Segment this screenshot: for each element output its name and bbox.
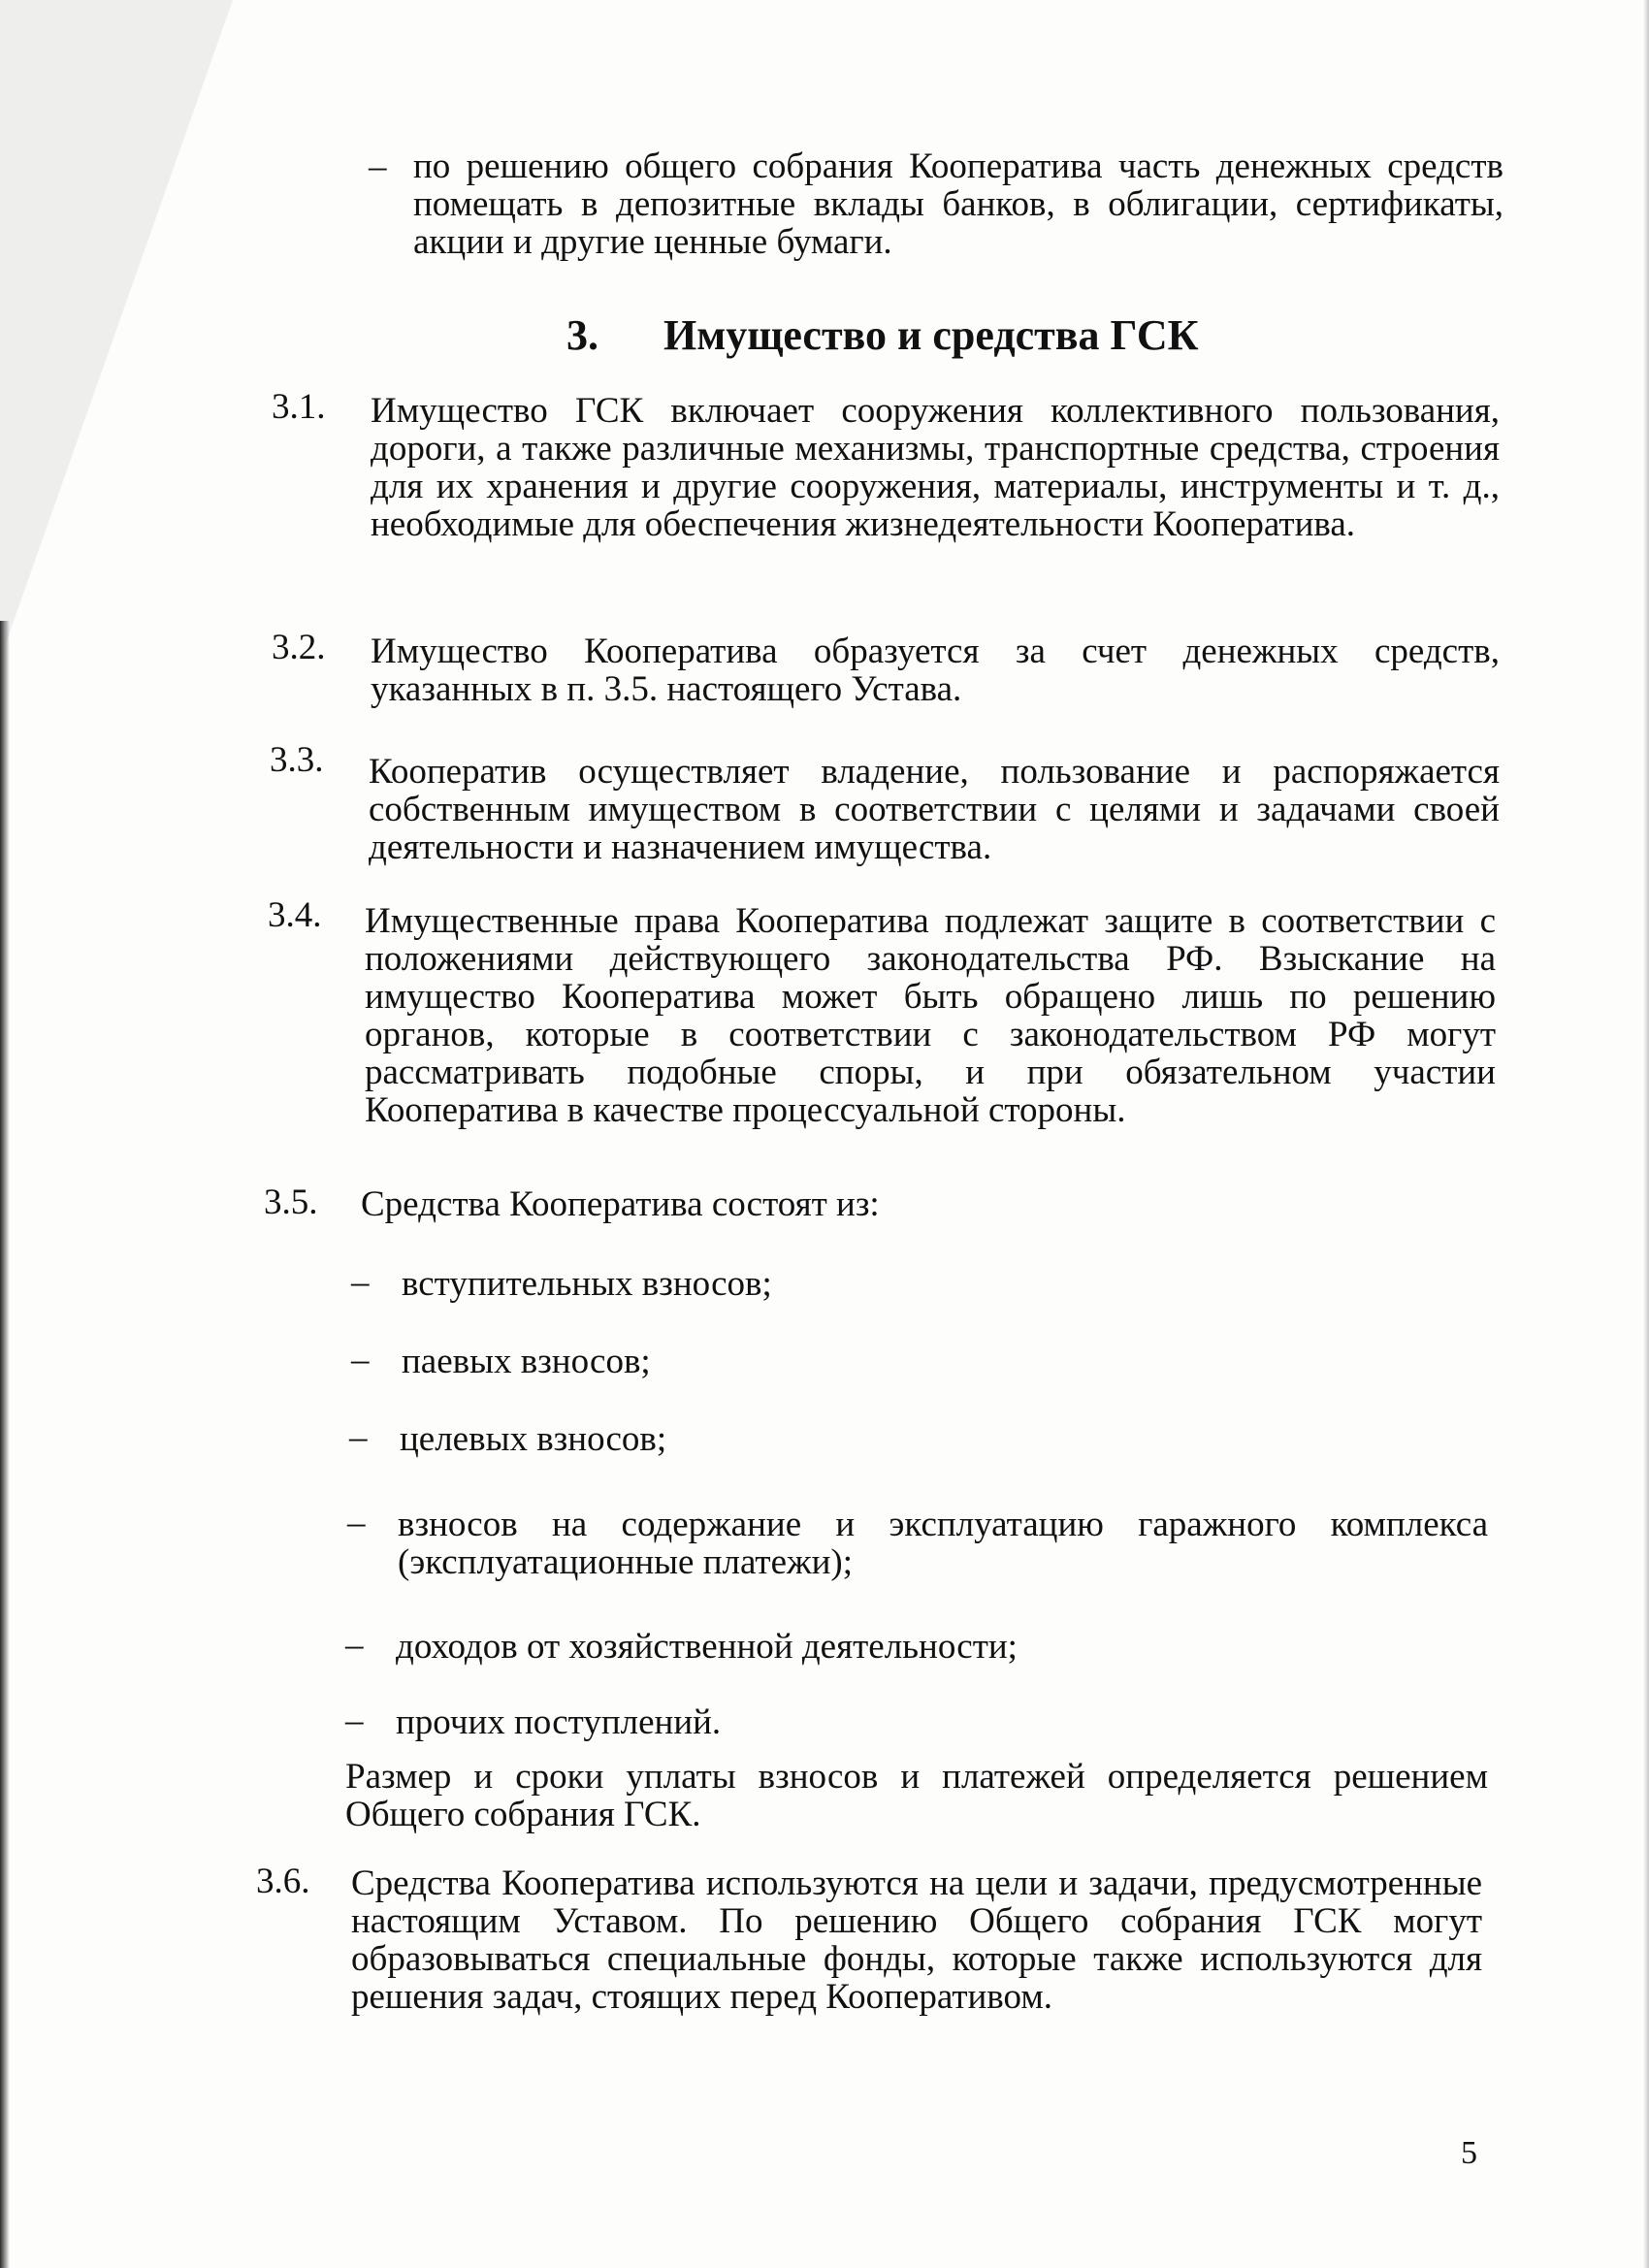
scan-left-edge	[0, 621, 10, 2268]
list-dash: –	[369, 146, 387, 186]
clause-3-6-text: Средства Кооператива используются на цели и задачи, предусмотренные настоящим Уставом. По решению Общего собрания ГСК могут образовываться специальные фонды, которые также используются для решения задач, стоящих перед Кооперативом.	[351, 1863, 1482, 2017]
folded-corner-shadow	[0, 0, 233, 660]
clause-3-3-text: Кооператив осуществляет владение, пользование и распоряжается собственным имуществом в соответствии с целями и задачами своей деятельности и назначением имущества.	[369, 752, 1500, 867]
clause-number: 3.2.	[272, 628, 326, 667]
list-dash: –	[345, 1701, 364, 1740]
clause-3-2-text: Имущество Кооператива образуется за счет денежных средств, указанных в п. 3.5. настоящего Устава.	[371, 632, 1500, 709]
page-number: 5	[1461, 2135, 1477, 2171]
clause-number: 3.6.	[256, 1862, 310, 1901]
clause-number: 3.3.	[270, 740, 324, 780]
funds-list-item: доходов от хозяйственной деятельности;	[396, 1627, 1018, 1667]
list-dash: –	[345, 1625, 364, 1665]
clause-3-1-text: Имущество ГСК включает сооружения коллективного пользования, дороги, а также различные механизмы, транспортные средства, строения для их хранения и другие сооружения, материалы, инструменты и т. д., необходимые для обеспечения жизнедеятельности Кооператива.	[371, 391, 1500, 544]
funds-list-item: прочих поступлений.	[396, 1702, 722, 1742]
clause-number: 3.5.	[264, 1183, 318, 1222]
funds-list-item: взносов на содержание и эксплуатацию гаражного комплекса (эксплуатационные платежи);	[398, 1505, 1488, 1582]
funds-list-item: целевых взносов;	[400, 1419, 667, 1459]
clause-3-5-note: Размер и сроки уплаты взносов и платежей определяется решением Общего собрания ГСК.	[345, 1757, 1488, 1834]
list-dash: –	[351, 1262, 370, 1302]
clause-3-4-text: Имущественные права Кооператива подлежат защите в соответствии с положениями действующего законодательства РФ. Взыскание на имущество Кооператива может быть обращено лишь по решению органов, которые в соответствии с законодательством РФ могут рассматривать подобные споры, и при обязательном участии Кооператива в качестве процессуальной стороны.	[365, 901, 1496, 1130]
funds-list-item: вступительных взносов;	[402, 1264, 772, 1304]
section-heading	[566, 312, 1304, 359]
clause-3-5-text: Средства Кооператива состоят из:	[361, 1184, 880, 1224]
clause-number: 3.4.	[268, 895, 322, 935]
scan-right-edge	[1643, 0, 1649, 2268]
list-dash: –	[351, 1340, 370, 1379]
list-dash: –	[349, 1417, 368, 1457]
funds-list-item: паевых взносов;	[402, 1342, 651, 1381]
section-number: 3.	[566, 311, 598, 359]
clause-number: 3.1.	[272, 387, 326, 427]
intro-list-item: по решению общего собрания Кооператива часть денежных средств помещать в депозитные вклады банков, в облигации, сертификаты, акции и другие ценные бумаги.	[413, 146, 1504, 262]
list-dash: –	[347, 1503, 366, 1542]
section-title: Имущество и средства ГСК	[663, 311, 1199, 359]
